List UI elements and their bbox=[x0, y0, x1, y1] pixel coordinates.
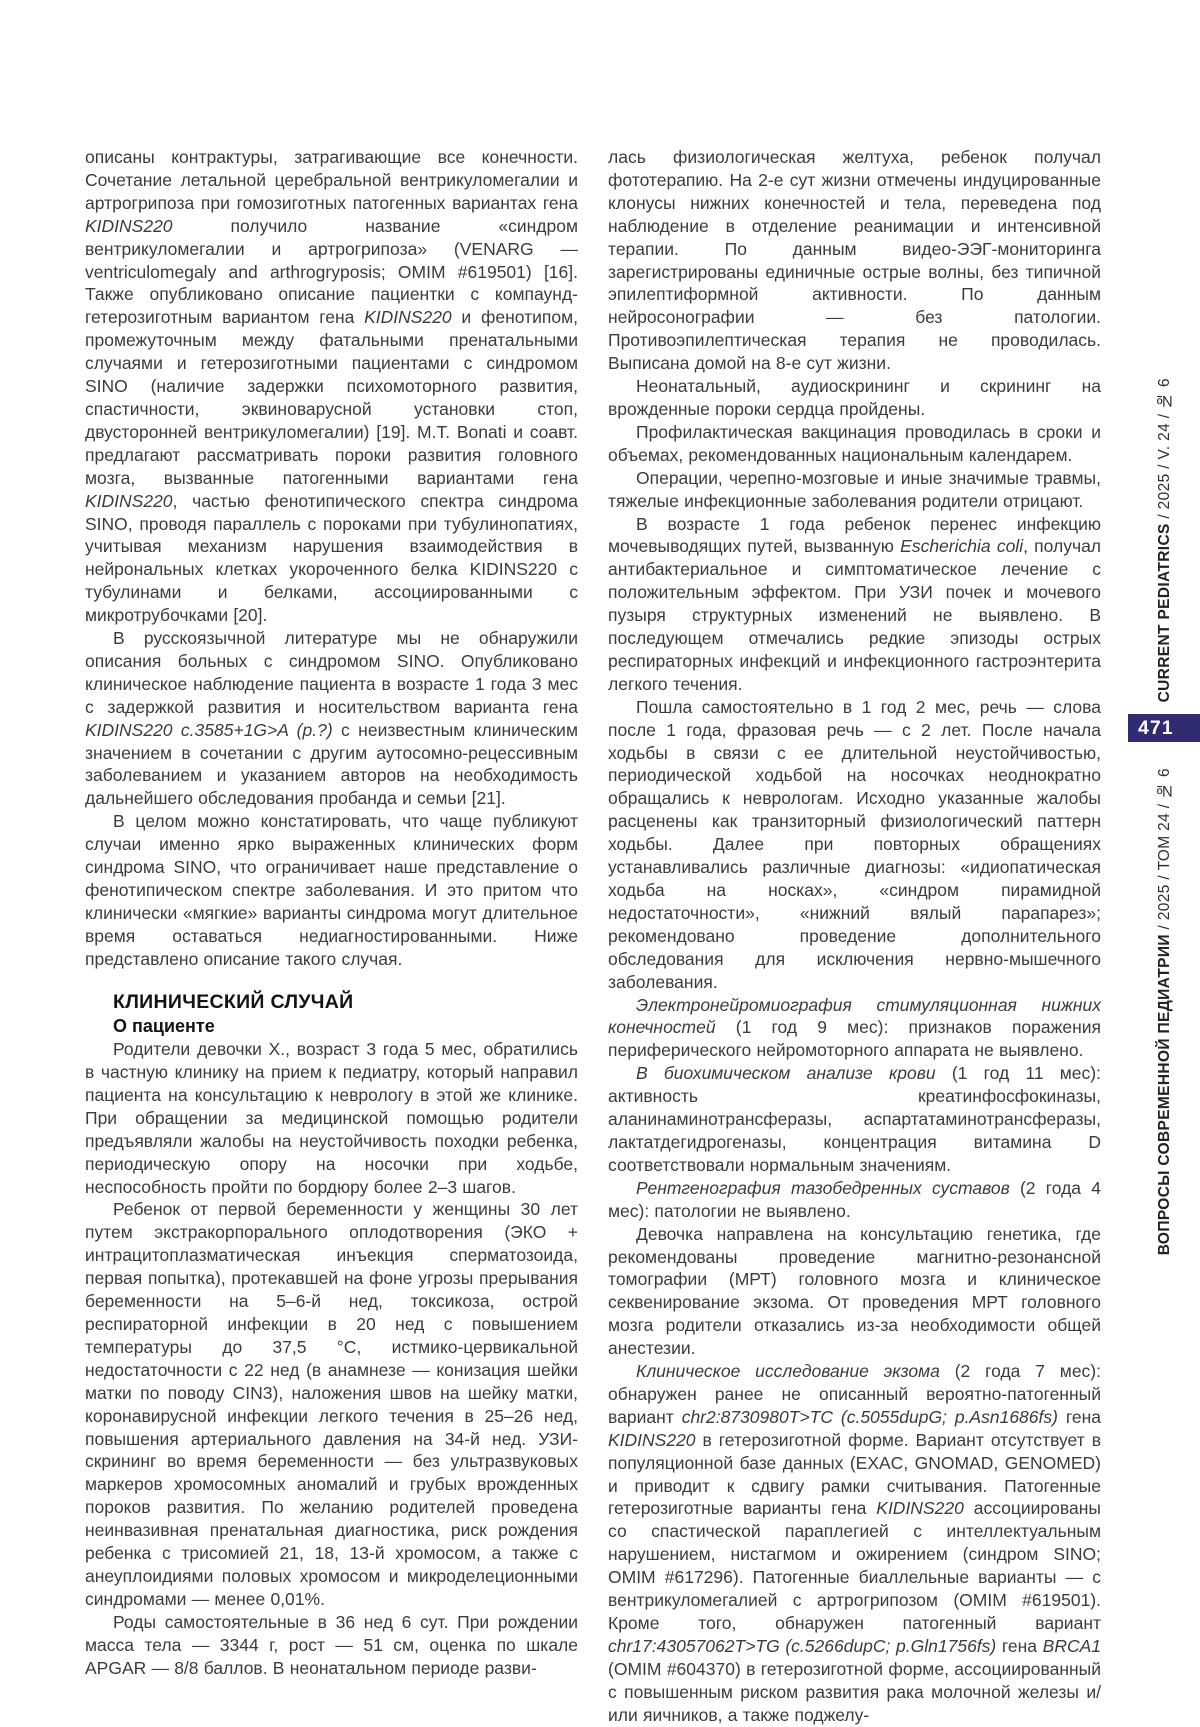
text: гена bbox=[996, 1635, 1043, 1656]
text: Неонатальный, аудиоскрининг и скрининг на врожденные пороки сердца пройдены. bbox=[608, 376, 1101, 419]
paragraph bbox=[608, 467, 1101, 513]
italic-text: Электронейромиография стимуляционная нижних конечностей bbox=[608, 994, 1101, 1038]
italic-text: chr17:43057062T>TG (c.5266dupC; p.Gln1756fs) bbox=[608, 1635, 997, 1656]
text: Пошла самостоятельно в 1 год 2 мес, речь — слова после 1 года, фразовая речь — с 2 лет. После начала ходьбы в связи с ее длительной неустойчивостью, периодической ходьбой на носочках неоднократно обращались к неврологам. Исходно указанные жалобы расценены как транзиторный физиологический паттерн ходьбы. Далее при повторных обращениях устанавливались различные диагнозы: «идиопатическая ходьба на носках», «синдром пирамидной недостаточности», «нижний вялый парапарез»; рекомендовано проведение дополнительного обследования для исключения нервно-мышечного заболевания. bbox=[608, 696, 1101, 992]
left-column bbox=[85, 146, 578, 1727]
italic-text: KIDINS220 bbox=[876, 1498, 964, 1519]
right-column bbox=[608, 146, 1101, 1727]
paragraph bbox=[608, 513, 1101, 696]
text: с неизвестным клиническим значением в сочетании с другим аутосомно-рецессивным заболеванием и указанием авторов на необходимость дальнейшего обследования пробанда и семьи [21]. bbox=[85, 719, 578, 809]
paragraph bbox=[85, 627, 578, 810]
italic-text: KIDINS220 bbox=[85, 215, 173, 236]
paragraph bbox=[85, 146, 578, 627]
subsection-heading: О пациенте bbox=[113, 1016, 215, 1037]
paragraph bbox=[608, 696, 1101, 994]
paragraph bbox=[85, 1611, 578, 1680]
italic-text: chr2:8730980T>TC (c.5055dupG; p.Asn1686fs) bbox=[681, 1406, 1058, 1427]
text: (2 года 7 мес): обнаружен ранее не описанный вероятно-патогенный вариант bbox=[608, 1361, 1101, 1427]
text: (1 год 9 мес): признаков поражения периферического нейромоторного аппарата не выявлено. bbox=[608, 1017, 1101, 1061]
paragraph bbox=[85, 810, 578, 970]
italic-text: BRCA1 bbox=[1042, 1635, 1101, 1656]
text: описаны контрактуры, затрагивающие все конечности. Сочетание летальной церебральной вентрикуломегалии и артрогрипоза при гомозиготных патогенных вариантах гена bbox=[85, 147, 578, 213]
text: В русскоязычной литературе мы не обнаружили описания больных с синдромом SINO. Опубликовано клиническое наблюдение пациента в возрасте 1 года 3 мес с задержкой развития и носительством варианта гена bbox=[85, 628, 578, 717]
paragraph bbox=[608, 994, 1101, 1063]
text: в гетерозиготной форме. Вариант отсутствует в популяционной базе данных (EXAC, GNOMAD, GENOMED) и приводит к сдвигу рамки считывания. Патогенные гетерозиготные варианты гена bbox=[608, 1429, 1101, 1519]
text: гена bbox=[1057, 1406, 1102, 1427]
journal-issue-en: / 2025 / V. 24 / № 6 bbox=[1156, 377, 1173, 523]
text: получило название «синдром вентрикуломегалии и артрогрипоза» (VENARG — ventriculomegaly and arthrogryposis; OMIM #619501) [16]. Также опубликовано описание пациентки с компаунд-гетерозиготным вариантом гена bbox=[85, 215, 578, 328]
article-body bbox=[85, 146, 1101, 1727]
journal-title-en-bold: CURRENT PEDIATRICS bbox=[1156, 522, 1173, 702]
journal-title-vertical-en bbox=[1156, 378, 1174, 702]
paragraph bbox=[608, 1062, 1101, 1177]
italic-text: В биохимическом анализе крови bbox=[636, 1063, 936, 1084]
paragraph bbox=[608, 1177, 1101, 1223]
text: Родители девочки Х., возраст 3 года 5 мес, обратились в частную клинику на прием к педиатру, который направил пациента на консультацию к неврологу в этой же клинике. При обращении за медицинской помощью родители предъявляли жалобы на неустойчивость походки ребенка, периодическую опору на носочки при ходьбе, неспособность пройти по бордюру более 2–3 шагов. bbox=[85, 1039, 578, 1197]
text: (1 год 11 мес): активность креатинфосфокиназы, аланинаминотрансферазы, аспартатаминотрансферазы, лактатдегидрогеназы, концентрация витамина D соответствовали нормальным значениям. bbox=[608, 1063, 1101, 1175]
text: лась физиологическая желтуха, ребенок получал фототерапию. На 2-е сут жизни отмечены индуцированные клонусы нижних конечностей и тела, переведена под наблюдение в отделение реанимации и интенсивной терапии. По данным видео-ЭЭГ-мониторинга зарегистрированы единичные острые волны, без типичной эпилептиформной активности. По данным нейросонографии — без патологии. Противоэпилептическая терапия не проводилась. Выписана домой на 8-е сут жизни. bbox=[608, 147, 1101, 374]
journal-issue-ru: / 2025 / ТОМ 24 / № 6 bbox=[1156, 768, 1173, 935]
italic-text: Клиническое исследование экзома bbox=[636, 1361, 940, 1382]
text: (2 года 4 мес): патологии не выявлено. bbox=[608, 1177, 1101, 1221]
text: и фенотипом, промежуточным между фатальными пренатальными случаями и гетерозиготными пациентами с синдромом SINO (наличие задержки психомоторного развития, спастичности, эквиноварусной установки стоп, двусторонней вентрикуломегалии) [19]. M.T. Bonati и соавт. предлагают рассматривать пороки развития головного мозга, вызванные патогенными вариантами гена bbox=[85, 307, 578, 488]
italic-text: KIDINS220 bbox=[608, 1429, 696, 1450]
paragraph bbox=[85, 1198, 578, 1610]
paragraph bbox=[608, 1223, 1101, 1360]
italic-text: KIDINS220 bbox=[85, 490, 173, 511]
paragraph bbox=[85, 1038, 578, 1198]
italic-text: KIDINS220 c.3585+1G>A (p.?) bbox=[85, 719, 333, 740]
italic-text: Рентгенография тазобедренных суставов bbox=[636, 1177, 1010, 1198]
italic-text: KIDINS220 bbox=[364, 307, 452, 328]
journal-title-ru-bold: ВОПРОСЫ СОВРЕМЕННОЙ ПЕДИАТРИИ bbox=[1156, 934, 1173, 1256]
paragraph bbox=[608, 421, 1101, 467]
paragraph bbox=[608, 146, 1101, 375]
text: Профилактическая вакцинация проводилась в сроки и объемах, рекомендованных национальным календарем. bbox=[608, 421, 1101, 465]
journal-title-vertical-ru bbox=[1156, 768, 1174, 1255]
italic-text: Escherichia coli bbox=[900, 536, 1024, 557]
paragraph bbox=[608, 1360, 1101, 1727]
paragraph bbox=[608, 375, 1101, 421]
text: , получал антибактериальное и симптоматическое лечение с положительным эффектом. При УЗИ почек и мочевого пузыря структурных изменений не выявлено. В последующем отмечались редкие эпизоды острых респираторных инфекций и инфекционного гастроэнтерита легкого течения. bbox=[608, 536, 1102, 694]
text: В целом можно констатировать, что чаще публикуют случаи именно ярко выраженных клинических форм синдрома SINO, что ограничивает наше представление о фенотипическом спектре заболевания. И это притом что клинически «мягкие» варианты синдрома могут длительное время оставаться недиагностированными. Ниже представлено описание такого случая. bbox=[85, 811, 578, 969]
text: В возрасте 1 года ребенок перенес инфекцию мочевыводящих путей, вызванную bbox=[608, 513, 1101, 557]
text: Девочка направлена на консультацию генетика, где рекомендованы проведение магнитно-резонансной томографии (МРТ) головного мозга и клиническое секвенирование экзома. От проведения МРТ головного мозга родители отказались из-за необходимости общей анестезии. bbox=[608, 1223, 1101, 1359]
text: , частью фенотипического спектра синдрома SINO, проводя параллель с пороками при тубулинопатиях, учитывая механизм нарушения взаимодействия в нейрональных клетках укороченного белка KIDINS220 с тубулинами и белками, ассоциированными с микротрубочками [20]. bbox=[85, 490, 578, 626]
text: Роды самостоятельные в 36 нед 6 сут. При рождении масса тела — 3344 г, рост — 51 см, оценка по шкале APGAR — 8/8 баллов. В неонатальном периоде разви- bbox=[85, 1611, 578, 1678]
text: ассоциированы со спастической параплегией с интеллектуальным нарушением, нистагмом и ожирением (синдром SINO; OMIM #617296). Патогенные биаллельные варианты — с вентрикуломегалией с артрогрипозом (OMIM #619501). Кроме того, обнаружен патогенный вариант bbox=[608, 1498, 1101, 1633]
section-heading: КЛИНИЧЕСКИЙ СЛУЧАЙ bbox=[113, 990, 354, 1013]
text: Ребенок от первой беременности у женщины 30 лет путем экстракорпорального оплодотворения (ЭКО + интрацитоплазматическая инъекция сперматозоида, первая попытка), протекавшей на фоне угрозы прерывания беременности на 5–6-й нед, токсикоза, острой респираторной инфекции в 20 нед с повышением температуры до 37,5 °C, истмико-цервикальной недостаточности с 22 нед (в анамнезе — конизация шейки матки по поводу CIN3), наложения швов на шейку матки, коронавирусной инфекции легкого течения в 25–26 нед, повышения артериального давления на 34-й нед. УЗИ-скрининг во время беременности — без ультразвуковых маркеров хромосомных аномалий и грубых врожденных пороков развития. По желанию родителей проведена неинвазивная пренатальная диагностика, риск рождения ребенка с трисомией 21, 18, 13-й хромосом, а также с анеуплоидиями половых хромосом и микроделеционными синдромами — менее 0,01%. bbox=[85, 1199, 578, 1609]
page-number-badge: 471 bbox=[1128, 714, 1200, 742]
text: Операции, черепно-мозговые и иные значимые травмы, тяжелые инфекционные заболевания родители отрицают. bbox=[608, 467, 1101, 511]
text: (OMIM #604370) в гетерозиготной форме, ассоциированный с повышенным риском развития рака молочной железы и/или яичников, а также поджелу- bbox=[608, 1658, 1101, 1725]
